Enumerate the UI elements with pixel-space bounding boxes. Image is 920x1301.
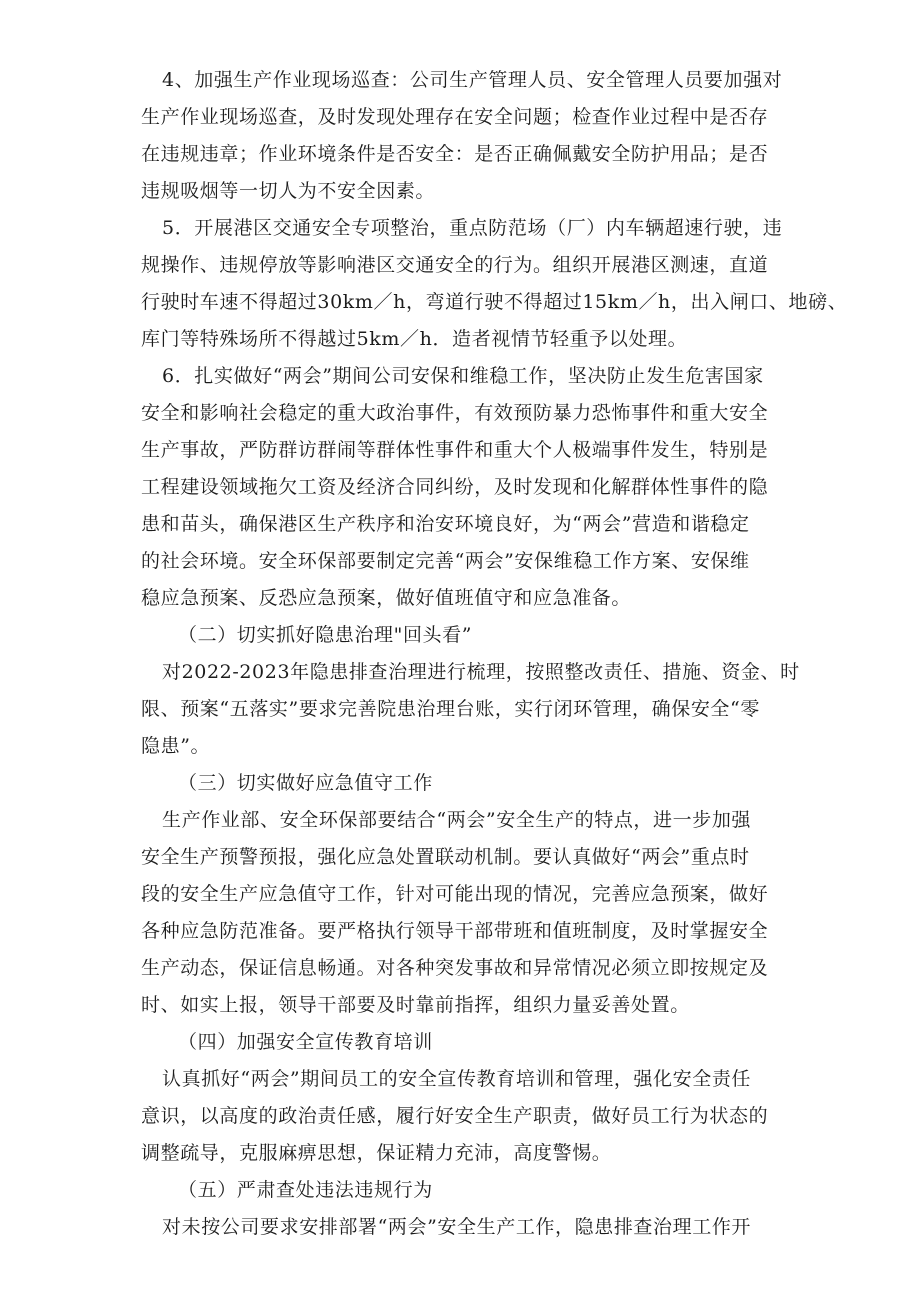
text-line: 生产作业现场巡查，及时发现处理存在安全问题；检查作业过程中是否存 bbox=[141, 106, 769, 128]
section-heading: （二）切实抓好隐患治理"回头看” bbox=[178, 624, 473, 646]
text-line: 隐患”。 bbox=[141, 735, 211, 757]
text-line: 5．开展港区交通安全专项整治，重点防范场（厂）内车辆超速行驶，违 bbox=[162, 217, 783, 239]
text-line: 意识，以高度的政治责任感，履行好安全生产职责，做好员工行为状态的 bbox=[141, 1105, 769, 1127]
text-line: 认真抓好“两会”期间员工的安全宣传教育培训和管理，强化安全责任 bbox=[162, 1068, 752, 1090]
text-line: 的社会环境。安全环保部要制定完善“两会”安保维稳工作方案、安保维 bbox=[141, 550, 750, 572]
text-line: 规操作、违规停放等影响港区交通安全的行为。组织开展港区测速，直道 bbox=[141, 254, 769, 276]
text-line: 违规吸烟等一切人为不安全因素。 bbox=[141, 180, 436, 202]
text-line: 生产作业部、安全环保部要结合“两会”安全生产的特点，进一步加强 bbox=[162, 809, 752, 831]
text-line: 行驶时车速不得超过30km／h，弯道行驶不得超过15km／h，出入闸口、地磅、 bbox=[141, 291, 848, 313]
text-line: 安全生产预警预报，强化应急处置联动机制。要认真做好“两会”重点时 bbox=[141, 846, 750, 868]
text-line: 稳应急预案、反恐应急预案，做好值班值守和应急准备。 bbox=[141, 587, 632, 609]
text-line: 在违规违章；作业环境条件是否安全：是否正确佩戴安全防护用品；是否 bbox=[141, 143, 769, 165]
text-line: 库门等特殊场所不得越过5km／h．造者视情节轻重予以处理。 bbox=[141, 328, 688, 350]
text-line: 时、如实上报，领导干部要及时靠前指挥，组织力量妥善处置。 bbox=[141, 994, 690, 1016]
text-line: 生产动态，保证信息畅通。对各种突发事故和异常情况必须立即按规定及 bbox=[141, 957, 769, 979]
text-line: 对2022-2023年隐患排查治理进行梳理，按照整改责任、措施、资金、时 bbox=[162, 661, 800, 683]
section-heading: （四）加强安全宣传教育培训 bbox=[178, 1031, 433, 1053]
text-line: 4、加强生产作业现场巡查：公司生产管理人员、安全管理人员要加强对 bbox=[162, 69, 783, 91]
section-heading: （三）切实做好应急值守工作 bbox=[178, 772, 433, 794]
text-line: 各种应急防范准备。要严格执行领导干部带班和值班制度，及时掌握安全 bbox=[141, 920, 769, 942]
section-heading: （五）严肃查处违法违规行为 bbox=[178, 1179, 433, 1201]
text-line: 6．扎实做好“两会”期间公司安保和维稳工作，坚决防止发生危害国家 bbox=[162, 365, 764, 387]
text-line: 安全和影响社会稳定的重大政治事件，有效预防暴力恐怖事件和重大安全 bbox=[141, 402, 769, 424]
text-line: 患和苗头，确保港区生产秩序和治安环境良好，为“两会”营造和谐稳定 bbox=[141, 513, 750, 535]
text-line: 段的安全生产应急值守工作，针对可能出现的情况，完善应急预案，做好 bbox=[141, 883, 769, 905]
text-line: 限、预案“五落实”要求完善院患治理台账，实行闭环管理，确保安全“零 bbox=[141, 698, 760, 720]
text-line: 对未按公司要求安排部署“两会”安全生产工作，隐患排查治理工作开 bbox=[162, 1216, 752, 1238]
text-line: 调整疏导，克服麻痹思想，保证精力充沛，高度警惕。 bbox=[141, 1142, 612, 1164]
text-line: 工程建设领域拖欠工资及经济合同纠纷，及时发现和化解群体性事件的隐 bbox=[141, 476, 769, 498]
text-line: 生产事故，严防群访群闹等群体性事件和重大个人极端事件发生，特别是 bbox=[141, 439, 769, 461]
